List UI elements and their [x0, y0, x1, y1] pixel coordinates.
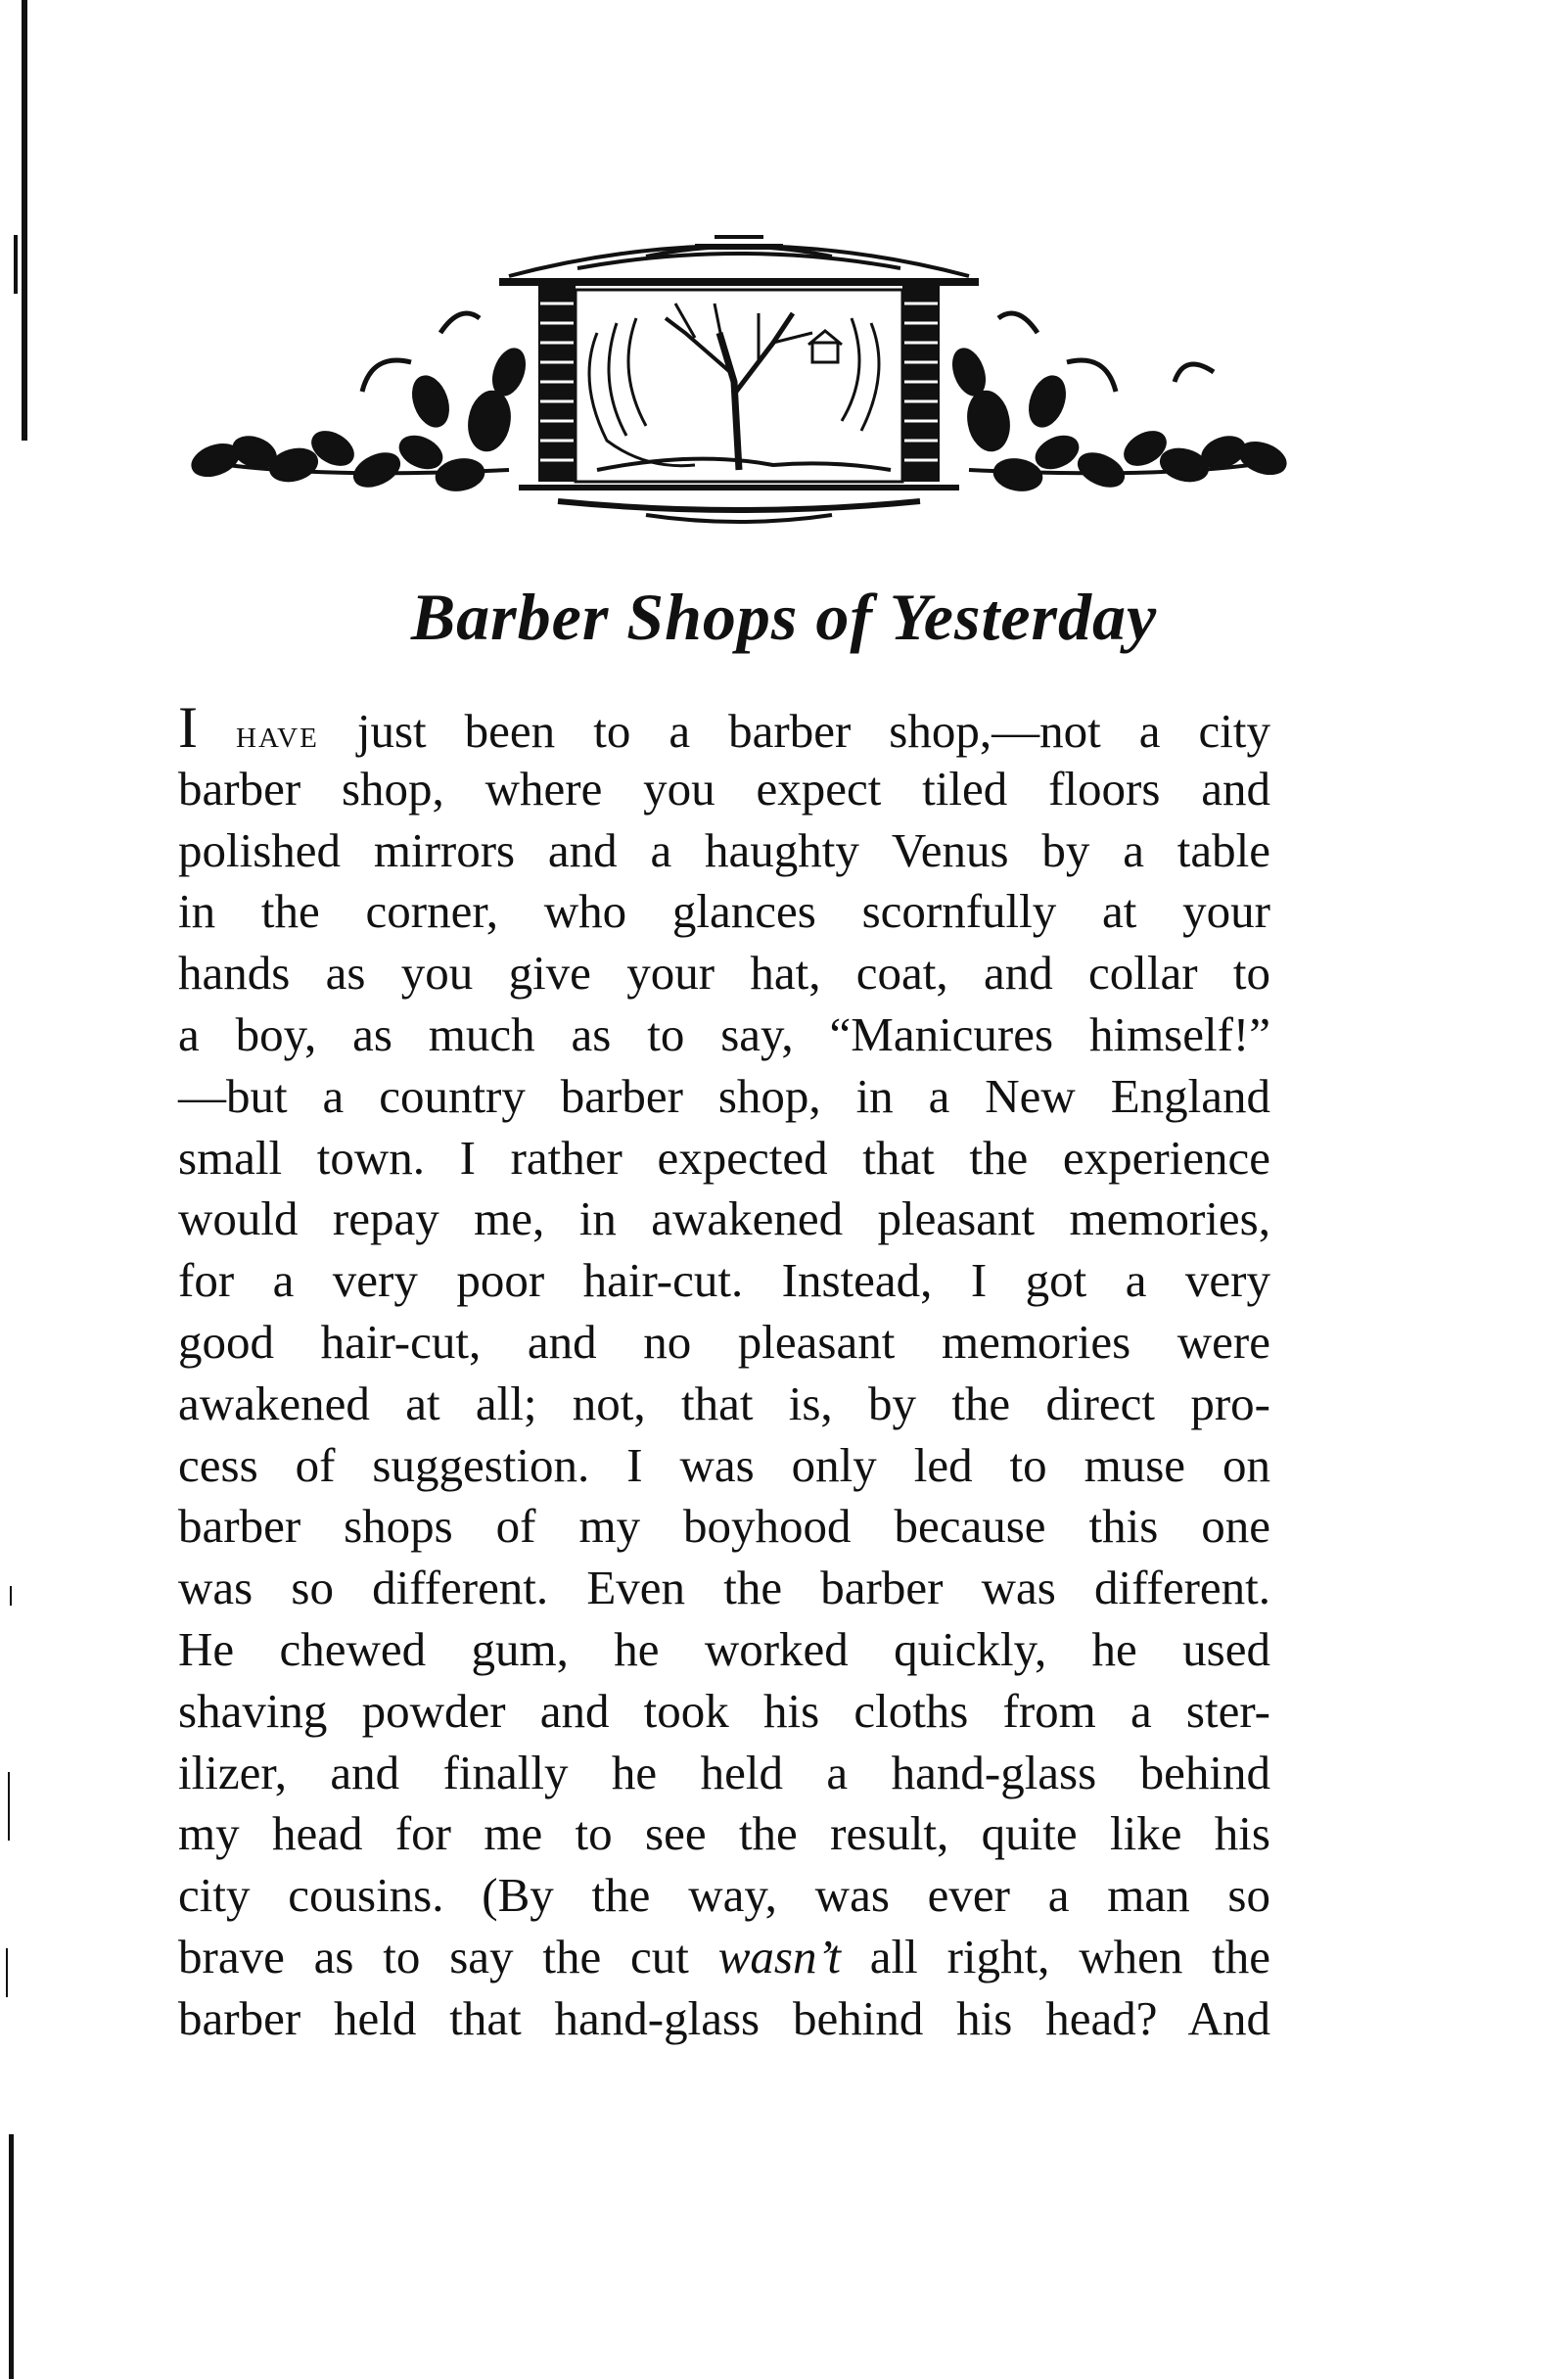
- text-line: my head for me to see the result, quite like his: [178, 1806, 1270, 1861]
- chapter-title: Barber Shops of Yesterday: [410, 580, 1158, 654]
- text-line: was so different. Even the barber was different.: [178, 1561, 1270, 1615]
- roof-ornament: [499, 237, 979, 282]
- text-line: shaving powder and took his cloths from a ster-: [178, 1683, 1270, 1738]
- text-line: —but a country barber shop, in a New England: [178, 1068, 1270, 1123]
- text-fragment: all right, when the: [869, 1929, 1271, 1983]
- text-line: barber shops of my boyhood because this one: [178, 1499, 1270, 1554]
- base-bar: [519, 488, 959, 522]
- text-line: small town. I rather expected that the experience: [178, 1130, 1270, 1185]
- body-paragraph: [178, 697, 1270, 2050]
- drop-cap: I: [178, 695, 198, 760]
- text-line: in the corner, who glances scornfully at your: [178, 884, 1270, 939]
- text-line: [178, 697, 1270, 759]
- small-caps-word: have: [236, 712, 319, 757]
- tree-scene: [576, 290, 902, 482]
- text-line: awakened at all; not, that is, by the direct pro-: [178, 1376, 1270, 1430]
- left-vine-leaves: [189, 313, 530, 493]
- text-line: city cousins. (By the way, was ever a man so: [178, 1868, 1270, 1923]
- text-line: polished mirrors and a haughty Venus by a table: [178, 822, 1270, 877]
- text-line: barber shop, where you expect tiled floors and: [178, 761, 1270, 816]
- decorative-headpiece: [186, 225, 1292, 548]
- text-line: [178, 1927, 1270, 1988]
- scan-edge-mark: [6, 1948, 8, 1997]
- scan-edge-mark: [10, 1586, 12, 1606]
- text-line: for a very poor hair-cut. Instead, I got a very: [178, 1253, 1270, 1308]
- text-line: He chewed gum, he worked quickly, he used: [178, 1621, 1270, 1676]
- italic-word: wasn’t: [717, 1929, 841, 1983]
- text-fragment: just been to a barber shop,—not a city: [356, 704, 1270, 758]
- text-line: would repay me, in awakened pleasant memories,: [178, 1191, 1270, 1246]
- text-line: good hair-cut, and no pleasant memories were: [178, 1314, 1270, 1369]
- text-line: cess of suggestion. I was only led to muse on: [178, 1437, 1270, 1492]
- right-vine-leaves: [948, 313, 1290, 493]
- scan-edge-mark: [8, 1772, 10, 1841]
- text-line: hands as you give your hat, coat, and collar to: [178, 946, 1270, 1001]
- scan-edge-mark: [14, 235, 18, 294]
- scan-edge-mark: [9, 2134, 14, 2379]
- text-fragment: brave as to say the cut: [178, 1929, 689, 1983]
- text-line: a boy, as much as to say, “Manicures himself!”: [178, 1006, 1270, 1061]
- scan-edge-mark: [22, 0, 27, 441]
- text-line: barber held that hand-glass behind his head? And: [178, 1990, 1270, 2045]
- text-line: ilizer, and finally he held a hand-glass behind: [178, 1745, 1270, 1799]
